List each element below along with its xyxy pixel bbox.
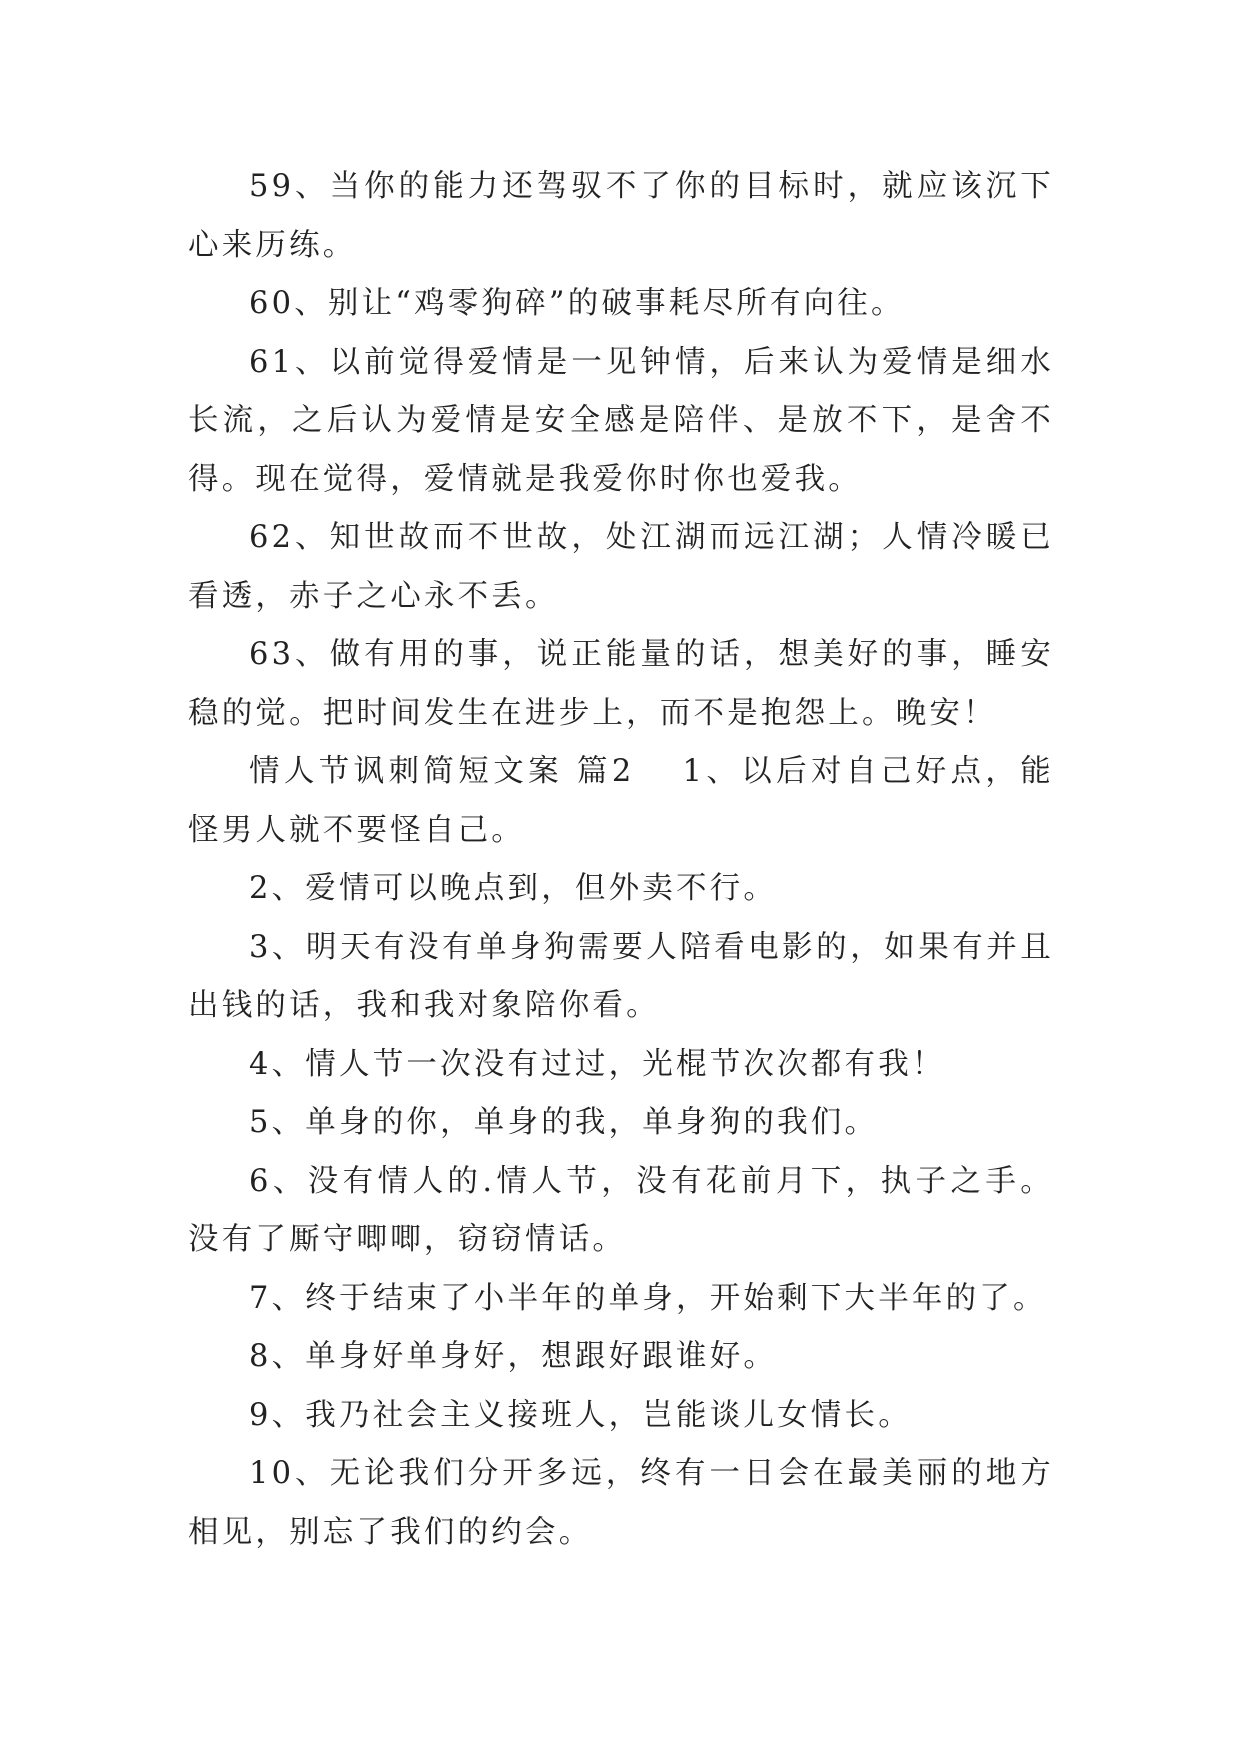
- list-item-1: 1、以后对自己好点，能怪男人就不要怪自己。: [188, 754, 1055, 848]
- list-item-4: 4、情人节一次没有过过，光棍节次次都有我！: [249, 1046, 946, 1082]
- list-item-7: 7、终于结束了小半年的单身，开始剩下大半年的了。: [249, 1280, 1047, 1316]
- paragraph-59: 59、当你的能力还驾驭不了你的目标时，就应该沉下心来历练。: [188, 169, 1054, 263]
- list-item-8: 8、单身好单身好，想跟好跟谁好。: [249, 1339, 778, 1374]
- list-item-3: 3、明天有没有单身狗需要人陪看电影的，如果有并且出钱的话，我和我对象陪你看。: [188, 929, 1054, 1023]
- list-item-10: 10、无论我们分开多远，终有一日会在最美丽的地方相见，别忘了我们的约会。: [188, 1456, 1054, 1550]
- paragraph-61: 61、以前觉得爱情是一见钟情，后来认为爱情是细水长流，之后认为爱情是安全感是陪伴、是放不下，是舍不得。现在觉得，爱情就是我爱你时你也爱我。: [188, 344, 1054, 497]
- list-item-9: 9、我乃社会主义接班人，岂能谈儿女情长。: [249, 1397, 912, 1433]
- paragraph-62: 62、知世故而不世故，处江湖而远江湖；人情冷暖已看透，赤子之心永不丢。: [188, 520, 1054, 614]
- list-item-5: 5、单身的你，单身的我，单身狗的我们。: [249, 1105, 879, 1140]
- paragraph-60: 60、别让“鸡零狗碎”的破事耗尽所有向往。: [249, 286, 905, 321]
- list-item-2: 2、爱情可以晚点到，但外卖不行。: [249, 871, 778, 906]
- list-item-6: 6、没有情人的.情人节，没有花前月下，执子之手。没有了厮守唧唧，窃窃情话。: [188, 1163, 1054, 1257]
- paragraph-63: 63、做有用的事，说正能量的话，想美好的事，睡安稳的觉。把时间发生在进步上，而不是抱怨上。晚安！: [188, 637, 1054, 731]
- section-heading-paragraph: [188, 743, 1054, 860]
- document-body: [188, 158, 1054, 1562]
- section-heading: 情人节讽刺简短文案 篇2: [249, 754, 635, 789]
